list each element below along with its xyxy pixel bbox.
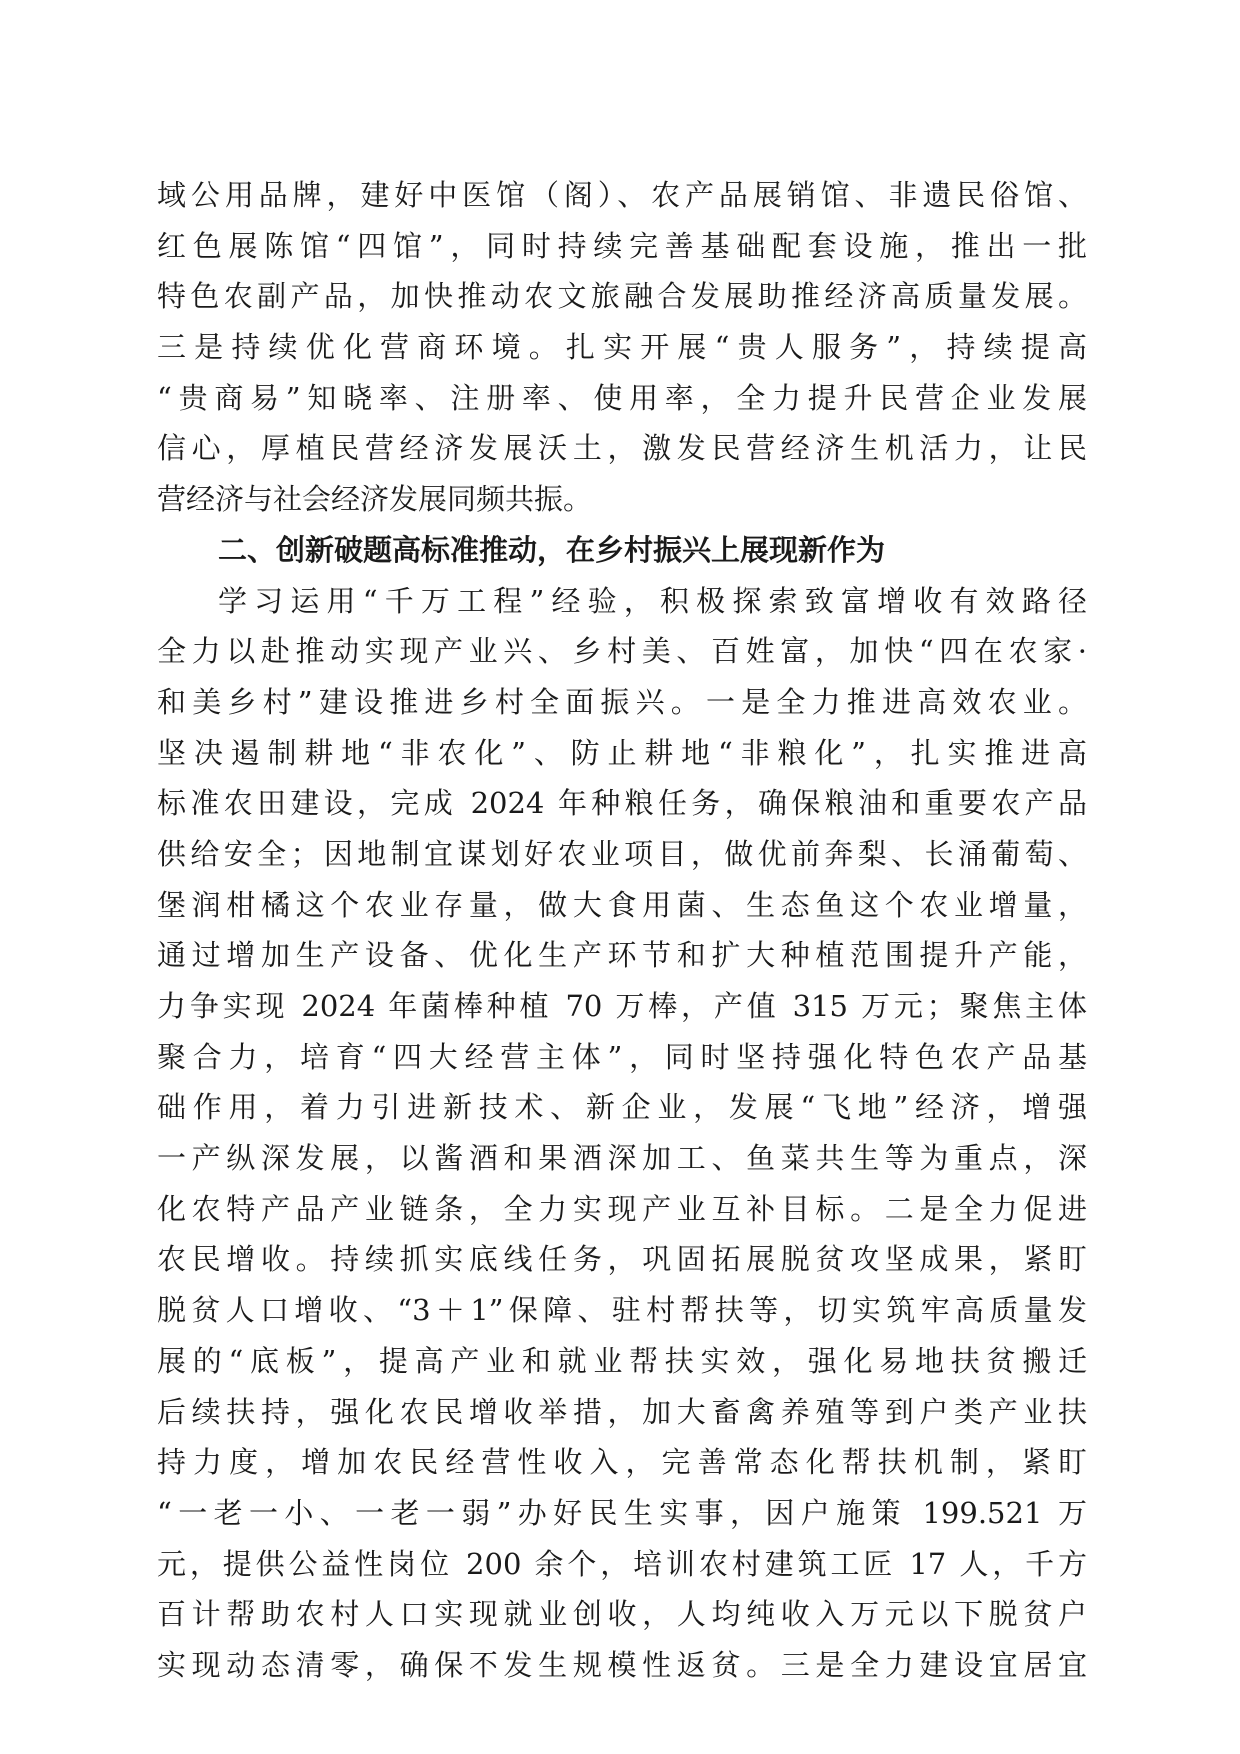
body-text-line: “一老一小、一老一弱”办好民生实事，因户施策 199.521 万 bbox=[157, 1496, 1087, 1530]
body-text-line: 和美乡村”建设推进乡村全面振兴。一是全力推进高效农业。 bbox=[157, 685, 1087, 719]
body-text-line: 三是持续优化营商环境。扎实开展“贵人服务”，持续提高 bbox=[157, 330, 1087, 364]
body-text-line: 坚决遏制耕地“非农化”、防止耕地“非粮化”，扎实推进高 bbox=[157, 736, 1087, 770]
body-text-line: 展的“底板”，提高产业和就业帮扶实效，强化易地扶贫搬迁 bbox=[157, 1344, 1087, 1378]
section-heading: 二、创新破题高标准推动，在乡村振兴上展现新作为 bbox=[218, 533, 886, 567]
body-text-line: 脱贫人口增收、“3＋1”保障、驻村帮扶等，切实筑牢高质量发 bbox=[157, 1293, 1087, 1327]
body-text-line: 元，提供公益性岗位 200 余个，培训农村建筑工匠 17 人，千方 bbox=[157, 1547, 1087, 1581]
body-text-line: 力争实现 2024 年菌棒种植 70 万棒，产值 315 万元；聚焦主体 bbox=[157, 989, 1087, 1023]
body-text-line: 实现动态清零，确保不发生规模性返贫。三是全力建设宜居宜 bbox=[157, 1648, 1087, 1682]
body-text-line: 红色展陈馆“四馆”，同时持续完善基础配套设施，推出一批 bbox=[157, 229, 1087, 263]
body-text-line: 学习运用“千万工程”经验，积极探索致富增收有效路径 bbox=[218, 584, 1087, 618]
body-text-line: 全力以赴推动实现产业兴、乡村美、百姓富，加快“四在农家· bbox=[157, 634, 1087, 668]
body-text-line: “贵商易”知晓率、注册率、使用率，全力提升民营企业发展 bbox=[157, 381, 1087, 415]
body-text-line: 后续扶持，强化农民增收举措，加大畜禽养殖等到户类产业扶 bbox=[157, 1395, 1087, 1429]
body-text-line: 化农特产品产业链条，全力实现产业互补目标。二是全力促进 bbox=[157, 1192, 1087, 1226]
body-text-line: 域公用品牌，建好中医馆（阁）、农产品展销馆、非遗民俗馆、 bbox=[157, 178, 1087, 212]
body-text-line: 持力度，增加农民经营性收入，完善常态化帮扶机制，紧盯 bbox=[157, 1445, 1087, 1479]
body-text-line: 堡润柑橘这个农业存量，做大食用菌、生态鱼这个农业增量， bbox=[157, 888, 1087, 922]
body-text-line: 础作用，着力引进新技术、新企业，发展“飞地”经济，增强 bbox=[157, 1090, 1087, 1124]
body-text-line: 聚合力，培育“四大经营主体”，同时坚持强化特色农产品基 bbox=[157, 1040, 1087, 1074]
body-text-line: 农民增收。持续抓实底线任务，巩固拓展脱贫攻坚成果，紧盯 bbox=[157, 1242, 1087, 1276]
body-text-line: 通过增加生产设备、优化生产环节和扩大种植范围提升产能， bbox=[157, 938, 1087, 972]
body-text-line: 供给安全；因地制宜谋划好农业项目，做优前奔梨、长涌葡萄、 bbox=[157, 837, 1087, 871]
body-text-line: 标准农田建设，完成 2024 年种粮任务，确保粮油和重要农产品 bbox=[157, 786, 1087, 820]
body-text-line: 营经济与社会经济发展同频共振。 bbox=[157, 482, 593, 516]
body-text-line: 信心，厚植民营经济发展沃土，激发民营经济生机活力，让民 bbox=[157, 431, 1087, 465]
body-text-line: 特色农副产品，加快推动农文旅融合发展助推经济高质量发展。 bbox=[157, 279, 1087, 313]
body-text-line: 百计帮助农村人口实现就业创收，人均纯收入万元以下脱贫户 bbox=[157, 1597, 1087, 1631]
body-text-line: 一产纵深发展，以酱酒和果酒深加工、鱼菜共生等为重点，深 bbox=[157, 1141, 1087, 1175]
